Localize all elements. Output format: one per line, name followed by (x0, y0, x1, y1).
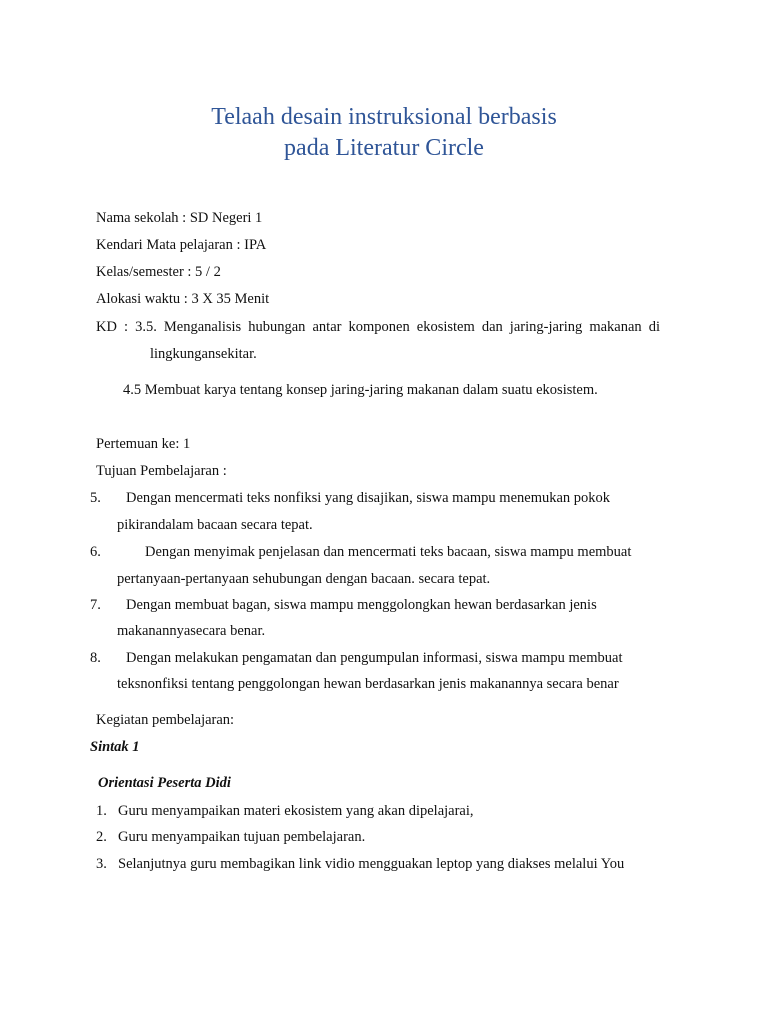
orientation-heading: Orientasi Peserta Didi (98, 775, 231, 791)
meeting-number: Pertemuan ke: 1 (96, 436, 191, 452)
list-item-text-line-2: pikirandalam bacaan secara tepat. (117, 517, 313, 533)
class-semester: Kelas/semester : 5 / 2 (96, 264, 221, 280)
list-item-text: Guru menyampaikan materi ekosistem yang akan dipelajarai, (118, 803, 474, 819)
kd-3-5-line-1: KD : 3.5. Menganalisis hubungan antar komponen ekosistem dan jaring-jaring makanan di (96, 319, 660, 335)
list-item-text-line-2: teksnonfiksi tentang penggolongan hewan berdasarkan jenis makanannya secara benar (117, 676, 619, 692)
list-item-text-line-1: Dengan melakukan pengamatan dan pengumpulan informasi, siswa mampu membuat (126, 650, 623, 666)
list-item-number: 8. (90, 650, 101, 666)
list-item-number: 3. (96, 856, 107, 872)
list-item-text-line-1: Dengan membuat bagan, siswa mampu menggolongkan hewan berdasarkan jenis (126, 597, 597, 613)
list-item-number: 6. (90, 544, 101, 560)
list-item-text: Selanjutnya guru membagikan link vidio mengguakan leptop yang diakses melalui You (118, 856, 625, 872)
objectives-heading: Tujuan Pembelajaran : (96, 463, 227, 479)
time-allocation: Alokasi waktu : 3 X 35 Menit (96, 291, 270, 307)
list-item-number: 7. (90, 597, 101, 613)
list-item-number: 5. (90, 490, 101, 506)
kd-3-5-line-2: lingkungansekitar. (150, 346, 257, 362)
subject: Kendari Mata pelajaran : IPA (96, 237, 267, 253)
document-title-line-1: Telaah desain instruksional berbasis (211, 104, 557, 130)
list-item-number: 1. (96, 803, 107, 819)
kd-4-5: 4.5 Membuat karya tentang konsep jaring-jaring makanan dalam suatu ekosistem. (123, 382, 598, 398)
activities-heading: Kegiatan pembelajaran: (96, 712, 235, 728)
list-item-text-line-1: Dengan mencermati teks nonfiksi yang disajikan, siswa mampu menemukan pokok (126, 490, 611, 506)
list-item-text-line-1: Dengan menyimak penjelasan dan mencermati teks bacaan, siswa mampu membuat (145, 544, 632, 560)
school-name: Nama sekolah : SD Negeri 1 (96, 210, 263, 226)
list-item-text-line-2: pertanyaan-pertanyaan sehubungan dengan bacaan. secara tepat. (117, 571, 491, 587)
list-item-text-line-2: makanannyasecara benar. (117, 623, 266, 639)
document-title-line-2: pada Literatur Circle (284, 135, 484, 161)
list-item-number: 2. (96, 829, 107, 845)
syntax-heading: Sintak 1 (90, 739, 140, 755)
list-item-text: Guru menyampaikan tujuan pembelajaran. (118, 829, 366, 845)
